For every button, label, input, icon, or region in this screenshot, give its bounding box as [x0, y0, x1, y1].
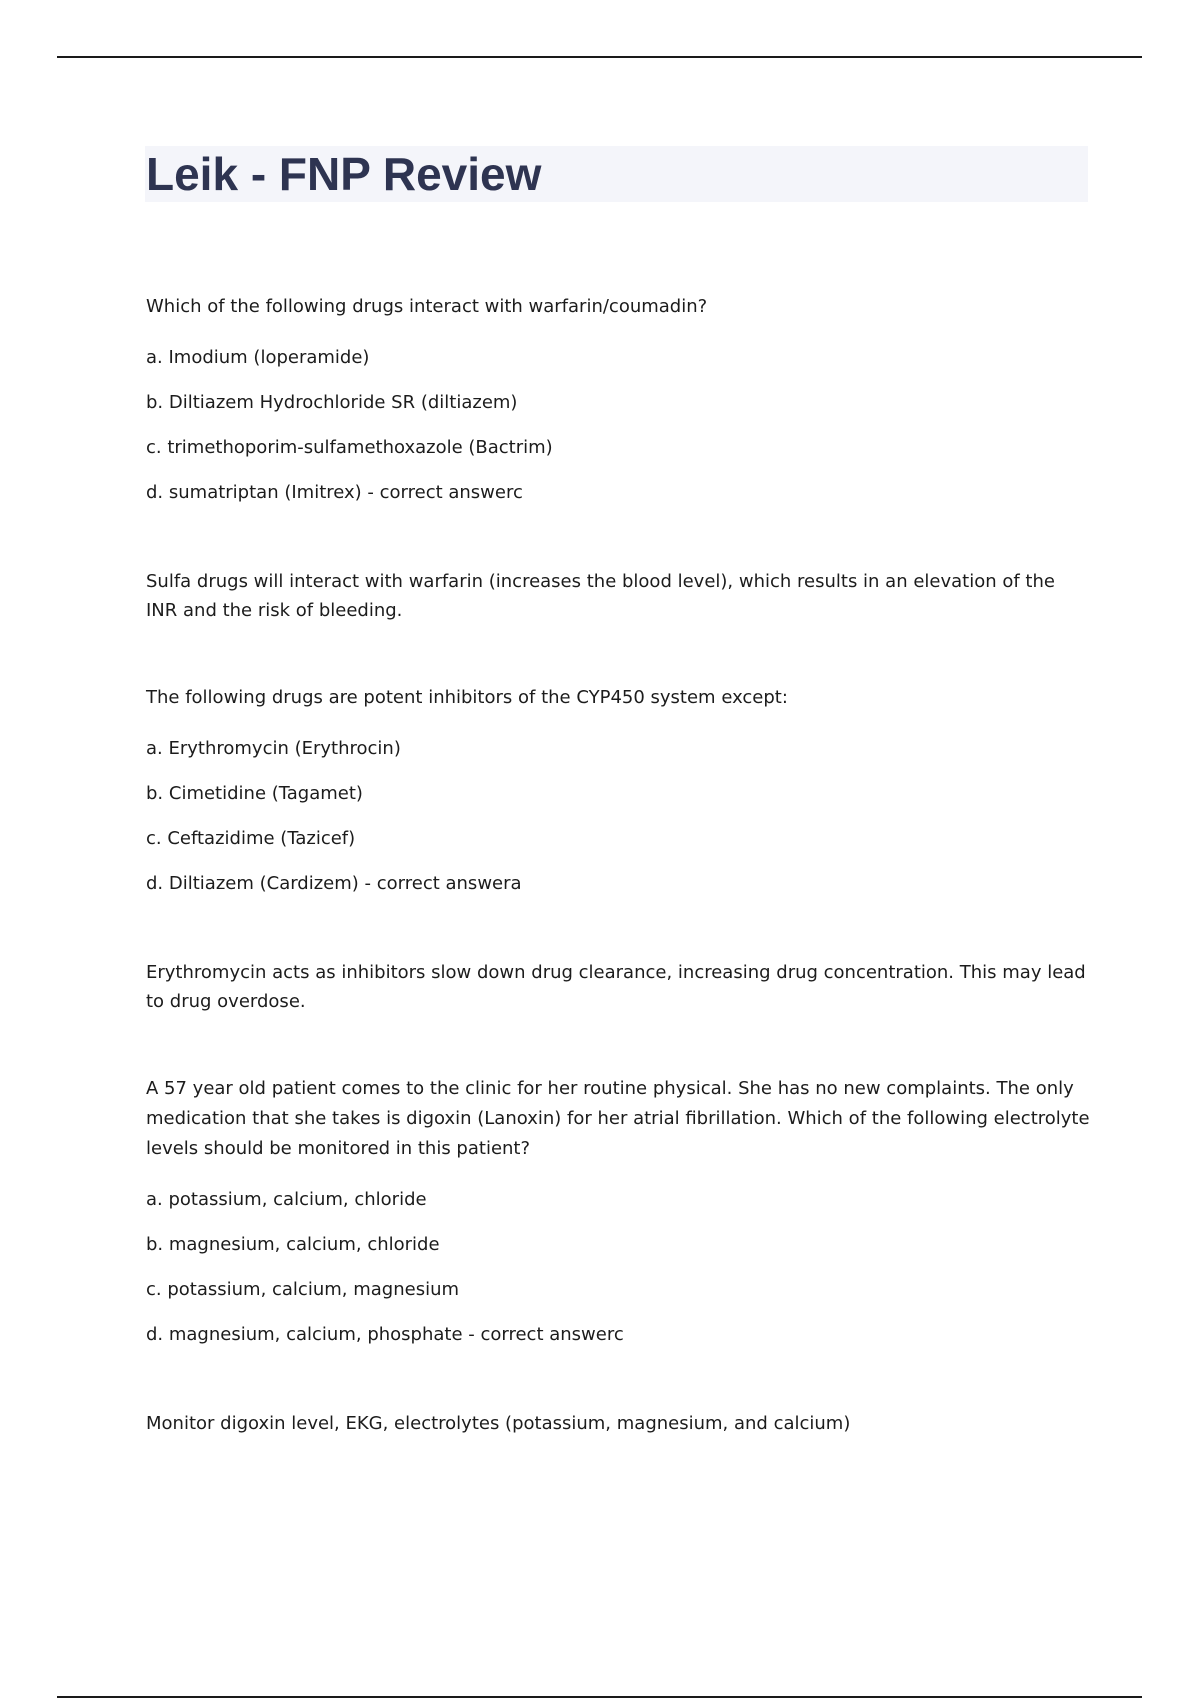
answer-option: a. Erythromycin (Erythrocin) [146, 738, 401, 759]
top-rule [57, 56, 1142, 58]
answer-option: c. trimethoporim-sulfamethoxazole (Bactrim) [146, 437, 553, 458]
question-block-2 [146, 683, 1091, 1016]
question-block-3 [146, 1074, 1091, 1438]
answer-option: d. Diltiazem (Cardizem) - correct answera [146, 873, 522, 894]
answer-option: d. magnesium, calcium, phosphate - correct answerc [146, 1324, 624, 1345]
answer-option: d. sumatriptan (Imitrex) - correct answerc [146, 482, 523, 503]
question-prompt: A 57 year old patient comes to the clinic for her routine physical. She has no new complaints. The only medication that she takes is digoxin (Lanoxin) for her atrial fibrillation. Which of the following electrolyte levels should be monitored in this patient? [146, 1078, 1090, 1159]
document-title: Leik - FNP Review [146, 148, 542, 200]
bottom-rule [57, 1696, 1142, 1698]
answer-option: c. Ceftazidime (Tazicef) [146, 828, 356, 849]
answer-option: b. Diltiazem Hydrochloride SR (diltiazem) [146, 392, 518, 413]
answer-explanation: Sulfa drugs will interact with warfarin (increases the blood level), which results in an elevation of the INR and the risk of bleeding. [146, 571, 1055, 621]
answer-option: a. potassium, calcium, chloride [146, 1189, 427, 1210]
question-prompt: The following drugs are potent inhibitors of the CYP450 system except: [146, 687, 788, 708]
answer-option: b. Cimetidine (Tagamet) [146, 783, 363, 804]
document-body [146, 292, 1091, 1496]
answer-explanation: Erythromycin acts as inhibitors slow down drug clearance, increasing drug concentration. This may lead to drug overdose. [146, 962, 1086, 1012]
answer-option: b. magnesium, calcium, chloride [146, 1234, 440, 1255]
question-prompt: Which of the following drugs interact with warfarin/coumadin? [146, 296, 708, 317]
answer-explanation: Monitor digoxin level, EKG, electrolytes (potassium, magnesium, and calcium) [146, 1413, 851, 1434]
answer-option: c. potassium, calcium, magnesium [146, 1279, 460, 1300]
answer-option: a. Imodium (loperamide) [146, 347, 370, 368]
question-block-1 [146, 292, 1091, 625]
